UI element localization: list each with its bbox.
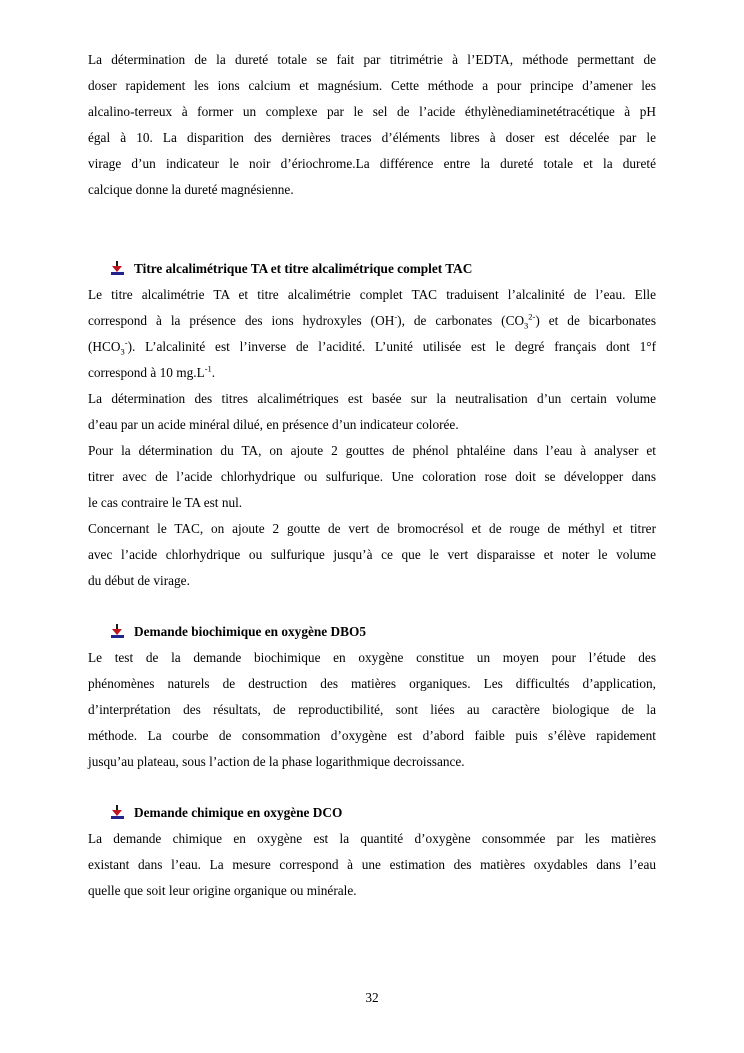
text-run: .	[211, 365, 216, 380]
text-run: ). L’alcalinité est l’inverse de l’acidité. L’unité utilisée est le degré français dont 1°f	[127, 339, 656, 354]
text-line: Concernant le TAC, on ajoute 2 goutte de vert de bromocrésol et de rouge de méthyl et titrer	[88, 521, 656, 536]
text-run: correspond à 10 mg.L	[88, 365, 205, 380]
text-line: La demande chimique en oxygène est la quantité d’oxygène consommée par les matières	[88, 831, 656, 846]
text-line: jusqu’au plateau, sous l’action de la phase logarithmique decroissance.	[88, 754, 465, 769]
text-run: (HCO	[88, 339, 121, 354]
section-heading-dco	[110, 800, 342, 826]
text-run: correspond à la présence des ions hydroxyles (OH	[88, 313, 395, 328]
text-line: La détermination de la dureté totale se fait par titrimétrie à l’EDTA, méthode permettant de	[88, 52, 656, 67]
paragraph-ta	[88, 282, 656, 594]
text-line: quelle que soit leur origine organique ou minérale.	[88, 883, 357, 898]
text-line: virage d’un indicateur le noir d’ériochrome.La différence entre la dureté totale et la dureté	[88, 156, 656, 171]
text-line: Le test de la demande biochimique en oxygène constitue un moyen pour l’étude des	[88, 650, 656, 665]
heading-text: Demande biochimique en oxygène DBO5	[134, 624, 366, 639]
text-line: du début de virage.	[88, 573, 190, 588]
text-line: phénomènes naturels de destruction des matières organiques. Les difficultés d’application,	[88, 676, 656, 691]
paragraph-dbo5	[88, 645, 656, 775]
text-line: méthode. La courbe de consommation d’oxygène est d’abord faible puis s’élève rapidement	[88, 728, 656, 743]
text-line: existant dans l’eau. La mesure correspond à une estimation des matières oxydables dans l’eau	[88, 857, 656, 872]
text-line: égal à 10. La disparition des dernières traces d’éléments libres à doser est décelée par le	[88, 130, 656, 145]
text-line: titrer avec de l’acide chlorhydrique ou sulfurique. Une coloration rose doit se développer dans	[88, 469, 656, 484]
text-line	[88, 360, 656, 386]
text-line: d’interprétation des résultats, de reproductibilité, sont liées au caractère biologique de la	[88, 702, 656, 717]
text-run: ), de carbonates (CO	[397, 313, 525, 328]
subscript: 3	[524, 320, 529, 331]
text-line	[88, 308, 656, 334]
superscript: -	[394, 311, 398, 322]
text-line: le cas contraire le TA est nul.	[88, 495, 243, 510]
text-line: alcalino-terreux à former un complexe par le sel de l’acide éthylènediaminetétracétique à pH	[88, 104, 656, 119]
arrow-down-bullet-icon	[110, 624, 124, 638]
section-heading-ta	[110, 256, 472, 282]
text-run: ) et de bicarbonates	[535, 313, 656, 328]
subscript: 3	[120, 346, 125, 357]
heading-text: Demande chimique en oxygène DCO	[134, 805, 343, 820]
text-line: doser rapidement les ions calcium et magnésium. Cette méthode a pour principe d’amener les	[88, 78, 656, 93]
section-heading-dbo5	[110, 619, 366, 645]
text-line: calcique donne la dureté magnésienne.	[88, 182, 294, 197]
paragraph-durete	[88, 47, 656, 203]
text-line: Le titre alcalimétrie TA et titre alcalimétrie complet TAC traduisent l’alcalinité de l’eau. Elle	[88, 287, 656, 302]
text-line: La détermination des titres alcalimétriques est basée sur la neutralisation d’un certain volume	[88, 391, 656, 406]
arrow-down-bullet-icon	[110, 805, 124, 819]
text-line: avec l’acide chlorhydrique ou sulfurique jusqu’à ce que le vert disparaisse et noter le volume	[88, 547, 656, 562]
paragraph-dco	[88, 826, 656, 904]
heading-text: Titre alcalimétrique TA et titre alcalimétrique complet TAC	[134, 261, 473, 276]
text-line: d’eau par un acide minéral dilué, en présence d’un indicateur colorée.	[88, 417, 459, 432]
page-number: 32	[365, 990, 379, 1005]
superscript: -	[124, 337, 128, 348]
arrow-down-bullet-icon	[110, 261, 124, 275]
superscript: -1	[204, 363, 212, 374]
superscript: 2-	[528, 311, 536, 322]
text-line	[88, 334, 656, 360]
text-line: Pour la détermination du TA, on ajoute 2 gouttes de phénol phtaléine dans l’eau à analyser et	[88, 443, 656, 458]
